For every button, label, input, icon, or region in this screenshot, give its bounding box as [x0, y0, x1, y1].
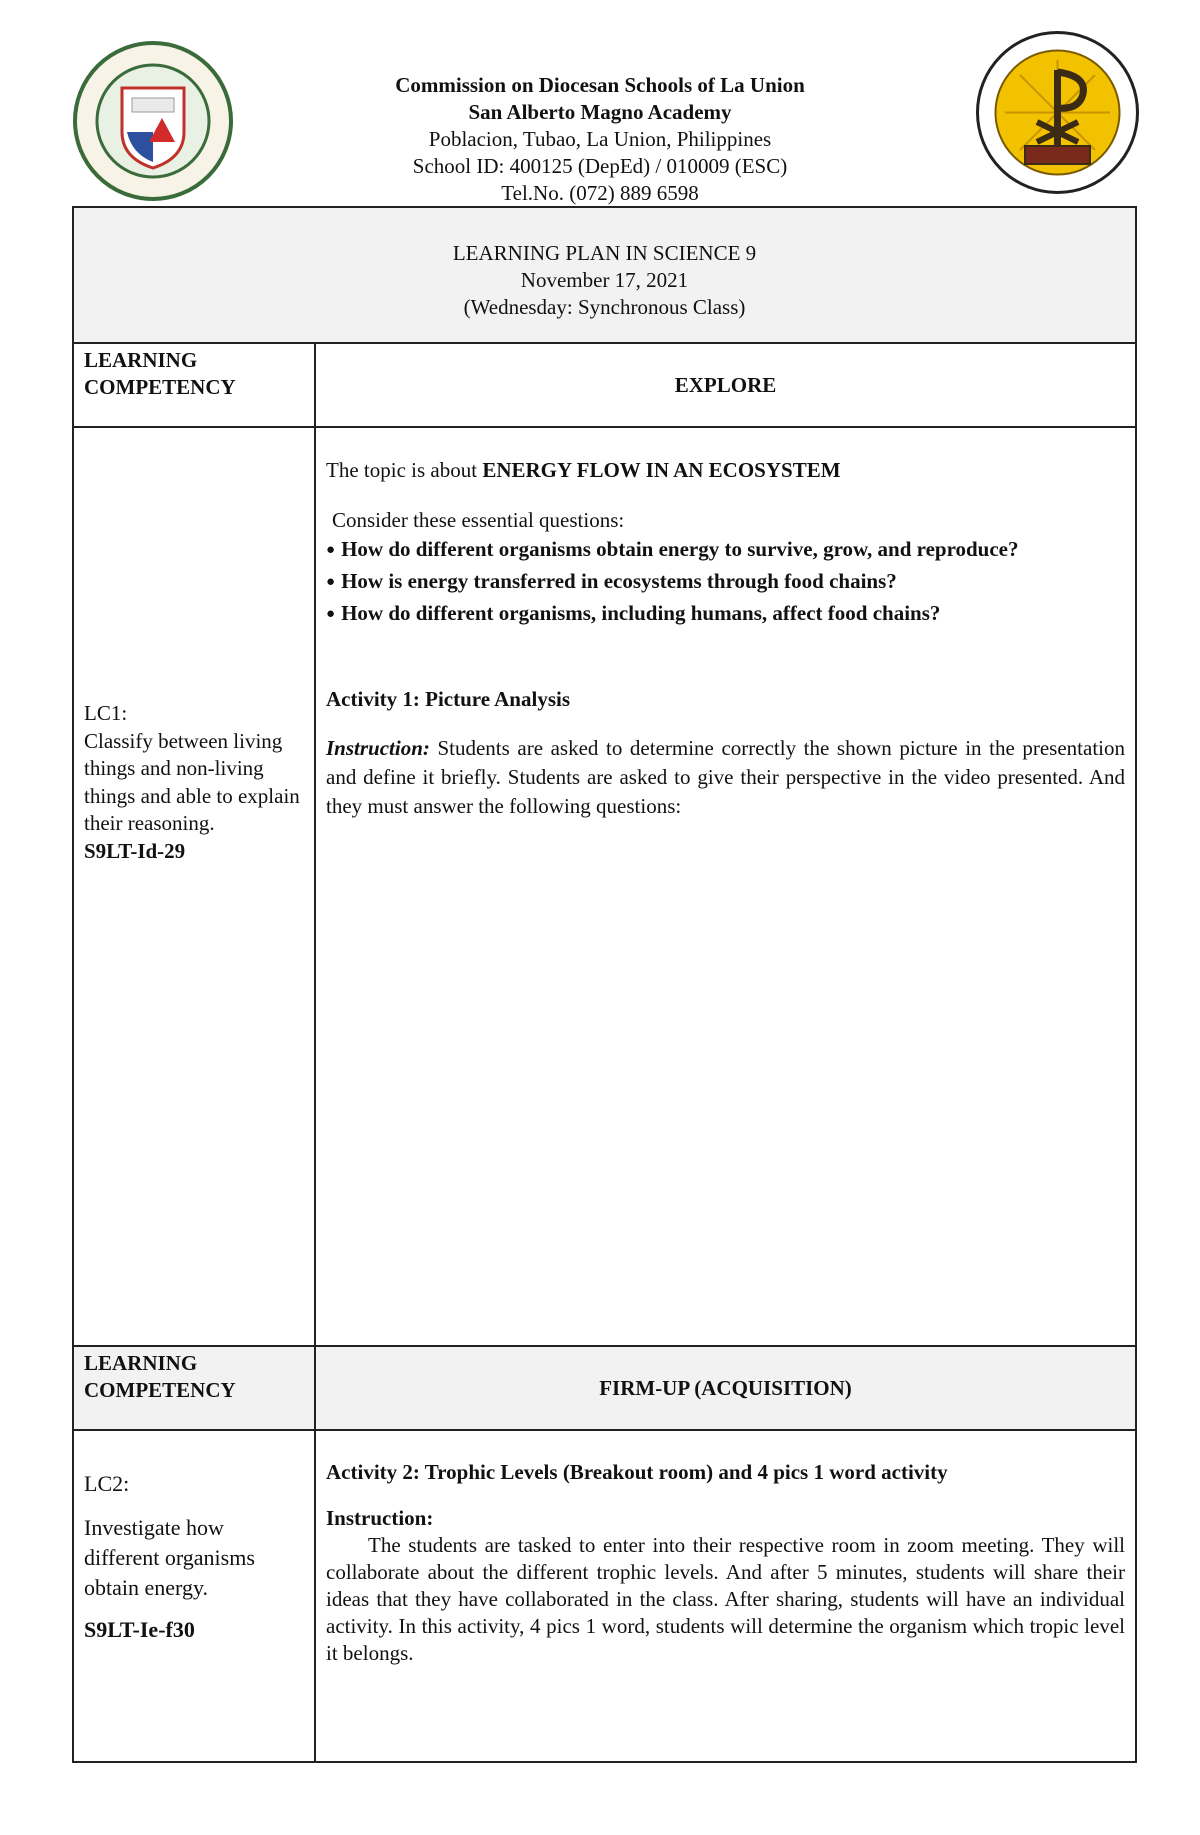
plan-title-band — [74, 208, 1135, 344]
activity2-instruction-text: The students are tasked to enter into their respective room in zoom meeting. They will collaborate about the different trophic levels. And after 5 minutes, students will share their ideas that they have collaborated in the class. After sharing, students will have an individual activity. In this activity, 4 pics 1 word, students will determine the organism which tropic level it belongs. — [326, 1533, 1125, 1665]
instruction-text: Students are asked to determine correctly the shown picture in the presentation and define it briefly. Students are asked to give their perspective in the video presented. And they must answer the following questions: — [326, 736, 1125, 818]
topic-line — [326, 456, 1125, 485]
question-item: ● How do different organisms obtain energy to survive, grow, and reproduce? — [326, 535, 1125, 567]
school-id: School ID: 400125 (DepEd) / 010009 (ESC) — [412, 154, 788, 178]
lc1-text: Classify between living things and non-living things and able to explain their reasoning. — [84, 728, 300, 835]
lc2-text: Investigate how different organisms obtain energy. — [84, 1515, 255, 1600]
instruction-label: Instruction: — [326, 736, 430, 760]
lc1-code: S9LT-Id-29 — [84, 838, 186, 863]
questions-intro: Consider these essential questions: — [332, 508, 625, 532]
activity1-instruction — [326, 734, 1125, 821]
lc2-code: S9LT-Ie-f30 — [84, 1617, 195, 1642]
letterhead — [0, 0, 1200, 205]
activity1-title: Activity 1: Picture Analysis — [326, 687, 571, 711]
section2-body-row — [74, 1431, 1135, 1761]
essential-questions-list — [326, 535, 1125, 631]
explore-cell — [316, 428, 1135, 1345]
firm-up-cell — [316, 1431, 1135, 1761]
school-phone: Tel.No. (072) 889 6598 — [501, 181, 699, 205]
lc1-label: LC1: — [84, 701, 128, 725]
school-name: San Alberto Magno Academy — [468, 100, 732, 124]
competency-header: LEARNING COMPETENCY — [74, 1347, 316, 1429]
plan-date: November 17, 2021 — [520, 268, 689, 292]
section2-header-row — [74, 1347, 1135, 1431]
competency-header: LEARNING COMPETENCY — [74, 344, 316, 426]
activity2-title: Activity 2: Trophic Levels (Breakout room) and 4 pics 1 word activity — [326, 1460, 948, 1484]
firm-up-header: FIRM-UP (ACQUISITION) — [599, 1375, 852, 1400]
question-item: ● How is energy transferred in ecosystems through food chains? — [326, 567, 1125, 599]
diocesan-seal-logo — [975, 30, 1140, 195]
lc1-cell — [74, 428, 316, 1345]
section1-header-row — [74, 344, 1135, 428]
activity2-instruction-label: Instruction: — [326, 1506, 434, 1530]
question-item: ● How do different organisms, including humans, affect food chains? — [326, 599, 1125, 631]
learning-plan-table — [72, 206, 1137, 1763]
topic-prefix: The topic is about — [326, 458, 483, 482]
org-name: Commission on Diocesan Schools of La Union — [395, 73, 805, 97]
explore-header: EXPLORE — [674, 372, 777, 397]
lc2-cell — [74, 1431, 316, 1761]
plan-title: LEARNING PLAN IN SCIENCE 9 — [452, 241, 757, 265]
school-logo — [72, 40, 234, 202]
section1-body-row — [74, 428, 1135, 1347]
school-address: Poblacion, Tubao, La Union, Philippines — [428, 127, 772, 151]
lc2-label: LC2: — [84, 1471, 130, 1496]
plan-session: (Wednesday: Synchronous Class) — [463, 295, 746, 319]
topic-title: ENERGY FLOW IN AN ECOSYSTEM — [482, 458, 841, 482]
letterhead-text — [300, 72, 900, 207]
